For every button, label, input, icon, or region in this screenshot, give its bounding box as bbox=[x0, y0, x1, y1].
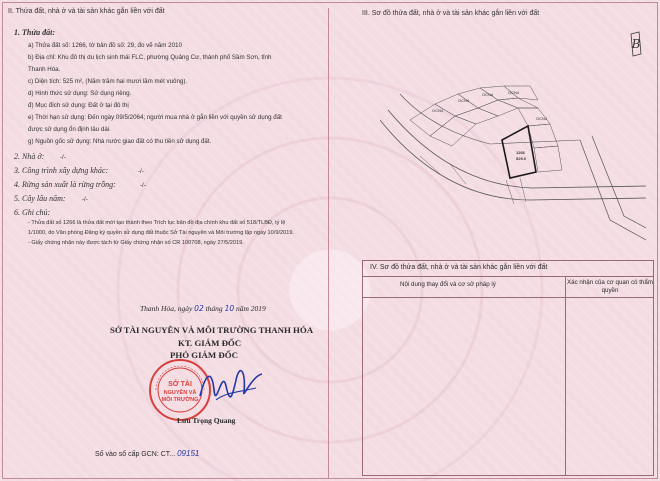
signer-name: Lưu Trọng Quang bbox=[177, 416, 236, 425]
kt-director: KT. GIÁM ĐỐC bbox=[178, 338, 242, 348]
center-divider bbox=[328, 8, 329, 478]
date-day: 02 bbox=[194, 304, 204, 313]
section-ii-title: II. Thửa đất, nhà ở và tài sản khác gắn liền với đất bbox=[8, 8, 165, 15]
bookmark-letter-icon bbox=[627, 30, 645, 58]
perennial-value: -/- bbox=[82, 196, 88, 203]
land-line-e2: được sử dụng ổn định lâu dài. bbox=[28, 126, 111, 133]
registry-value: 09151 bbox=[177, 449, 200, 458]
house-value: -/- bbox=[60, 154, 66, 161]
issuing-department: SỞ TÀI NGUYÊN VÀ MÔI TRƯỜNG THANH HÓA bbox=[110, 325, 314, 335]
table-header-content: Nội dung thay đổi và cơ sở pháp lý bbox=[400, 281, 496, 288]
map-label: 1266 bbox=[516, 150, 525, 155]
svg-text:B: B bbox=[631, 37, 641, 51]
note-line: - Thửa đất số 1266 là thửa đất mới tạo thành theo Trích lục bản đồ địa chính khu đất số 518/TLBĐ, tỷ lệ bbox=[28, 220, 286, 226]
signature-icon bbox=[196, 362, 266, 406]
date-month-label: tháng bbox=[205, 304, 223, 313]
forest-value: -/- bbox=[140, 182, 146, 189]
table-header-confirm: Xác nhận của cơ quan có thẩm quyền bbox=[567, 279, 653, 294]
construction-label: 3. Công trình xây dựng khác: bbox=[14, 166, 109, 175]
section-iii-title: III. Sơ đồ thửa đất, nhà ở và tài sản khác gắn liền với đất bbox=[362, 10, 540, 17]
land-line-a: a) Thửa đất số: 1266, tờ bản đồ số: 29, đo vẽ năm 2010 bbox=[28, 42, 182, 49]
issue-date bbox=[140, 304, 266, 313]
section-iv-title: IV. Sơ đồ thửa đất, nhà ở và tài sản khác gắn liền với đất bbox=[370, 264, 548, 271]
notes-label: 6. Ghi chú: bbox=[14, 208, 51, 217]
svg-text:MÔI TRƯỜNG: MÔI TRƯỜNG bbox=[161, 397, 199, 403]
map-label: OCN4 bbox=[458, 98, 470, 103]
house-label: 2. Nhà ở: bbox=[14, 152, 45, 161]
map-label: OCN4 bbox=[508, 90, 520, 95]
construction-value: -/- bbox=[138, 168, 144, 175]
land-line-c: c) Diện tích: 525 m², (Năm trăm hai mươi lăm mét vuông). bbox=[28, 78, 188, 85]
land-line-dd: đ) Mục đích sử dụng: Đất ở tại đô thị bbox=[28, 102, 129, 109]
land-line-g: g) Nguồn gốc sử dụng: Nhà nước giao đất có thu tiền sử dụng đất. bbox=[28, 138, 212, 145]
land-line-b: b) Địa chỉ: Khu đô thị du lịch sinh thái FLC, phường Quảng Cư, thành phố Sầm Sơn, tỉnh bbox=[28, 54, 272, 61]
deputy-director: PHÓ GIÁM ĐỐC bbox=[170, 350, 238, 360]
land-heading: 1. Thửa đất: bbox=[14, 28, 56, 37]
svg-text:SỞ TÀI: SỞ TÀI bbox=[168, 381, 192, 388]
registry-number bbox=[95, 449, 199, 458]
parcel-map bbox=[380, 80, 646, 252]
note-line: - Giấy chứng nhận này được tách từ Giấy chứng nhận số CR 100708, ngày 27/5/2019. bbox=[28, 240, 244, 246]
svg-text:NGUYÊN VÀ: NGUYÊN VÀ bbox=[163, 390, 197, 396]
land-line-d: d) Hình thức sử dụng: Sử dụng riêng. bbox=[28, 90, 132, 97]
map-label: OCN4 bbox=[536, 116, 548, 121]
map-label: 525.0 bbox=[516, 156, 527, 161]
table-column-separator bbox=[565, 276, 566, 476]
land-line-e: e) Thời hạn sử dụng: Đến ngày 09/5/2064; người mua nhà ở gắn liền với quyền sử dụng đất bbox=[28, 114, 282, 121]
note-line: 1/1000, do Văn phòng Đăng ký quyền sử dụng đất thuộc Sở Tài nguyên và Môi trường lập ngày 10/9/2019. bbox=[28, 230, 295, 236]
perennial-label: 5. Cây lâu năm: bbox=[14, 194, 66, 203]
date-prefix: Thanh Hóa, ngày bbox=[140, 304, 193, 313]
map-label: OCN4 bbox=[482, 92, 494, 97]
forest-label: 4. Rừng sản xuất là rừng trồng: bbox=[14, 180, 116, 189]
land-line-b2: Thanh Hóa. bbox=[28, 66, 61, 73]
map-label: OCN4 bbox=[432, 108, 444, 113]
date-year: năm 2019 bbox=[235, 304, 266, 313]
date-month: 10 bbox=[224, 304, 235, 313]
registry-label: Số vào sổ cấp GCN: CT... bbox=[95, 451, 176, 458]
